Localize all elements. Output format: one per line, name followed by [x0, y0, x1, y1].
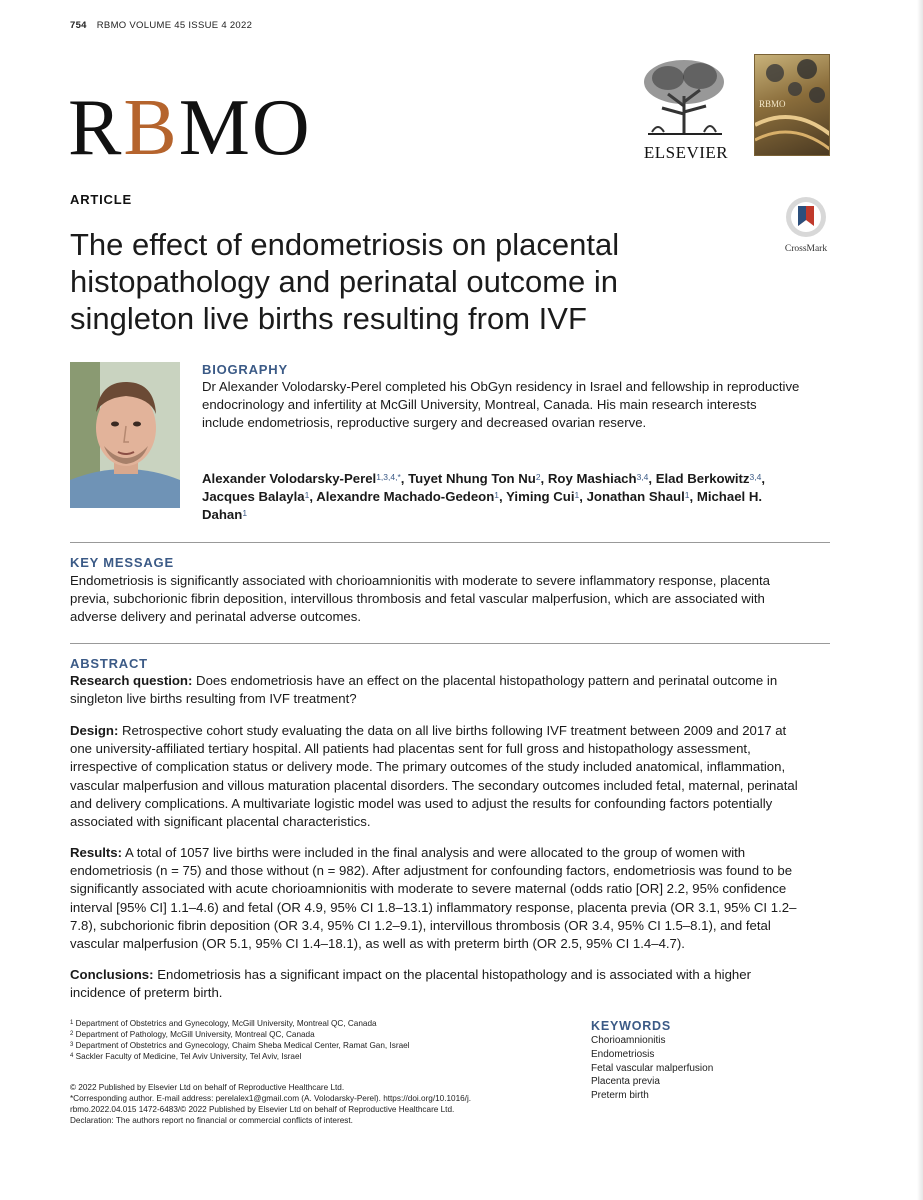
design-text: Retrospective cohort study evaluating the data on all live births following IVF treatment between 2009 and 2017 at one university-affiliated tertiary hospital. All patients had placentas sent for full gross and histopathology assessment, irrespective of complication status or delivery mode. The primary outcomes of the study included anatomical, inflammation, vascular malperfusion and villous maturation placental disorders. The secondary outcomes included fetal, maternal, perinatal and delivery complications. A multivariate logistic model was used to adjust the results for confounding factors potentially associated with significant placental characteristics. — [70, 723, 798, 830]
keywords-list — [591, 1034, 713, 1103]
keyword-item: Preterm birth — [591, 1090, 649, 1102]
affiliation-footnotes — [70, 1018, 550, 1062]
legal-notes — [70, 1082, 540, 1126]
research-question-text: Does endometriosis have an effect on the placental histopathology pattern and perinatal outcome in singleton live births resulting from IVF treatment? — [70, 673, 778, 707]
crossmark-icon — [785, 196, 827, 238]
abstract-research-question — [70, 672, 810, 708]
divider — [70, 643, 830, 644]
author-name: Roy Mashiach — [547, 471, 637, 486]
elsevier-logo — [638, 56, 734, 160]
copyright-line: © 2022 Published by Elsevier Ltd on behalf of Reproductive Healthcare Ltd. — [70, 1083, 345, 1092]
abstract-design — [70, 722, 810, 831]
keywords-heading: KEYWORDS — [591, 1019, 672, 1033]
conclusions-text: Endometriosis has a significant impact on the placental histopathology and is associated with a higher incidence of preterm birth. — [70, 967, 751, 1001]
author-affiliation-marker[interactable]: 1 — [304, 490, 310, 500]
author-name: Jonathan Shaul — [586, 489, 685, 504]
key-message-heading: KEY MESSAGE — [70, 555, 174, 570]
crossmark-label: CrossMark — [784, 244, 828, 254]
elsevier-tree-icon — [638, 56, 730, 136]
results-text: A total of 1057 live births were included in the final analysis and were allocated to the group of women with endometriosis (n = 75) and those without (n = 982). After adjustment for confounding factors, endometriosis was found to be significantly associated with acute chorioamnionitis with moderate to severe maternal (odds ratio [OR] 2.2, 95% confidence interval [95% CI] 1.1–4.6) and fetal (OR 4.9, 95% CI 1.8–13.1) inflammatory response, placenta previa (OR 3.1, 95% CI 1.2–7.8), subchorionic fibrin deposition (OR 3.4, 95% CI 1.2–9.1), intervillous thrombosis (OR 3.4, 95% CI 1.5–8.1), and fetal vascular malperfusion (OR 5.1, 95% CI 1.4–18.1), as well as with preterm birth (OR 2.5, 95% CI 1.4–4.7). — [70, 845, 797, 952]
author-name: Yiming Cui — [506, 489, 575, 504]
author-name: Michael H. Dahan — [202, 489, 763, 522]
footnote-text: Department of Obstetrics and Gynecology, McGill University, Montreal QC, Canada — [73, 1019, 377, 1028]
author-separator: , — [309, 489, 317, 504]
elsevier-wordmark: ELSEVIER — [643, 143, 729, 162]
author-separator: , — [540, 471, 548, 486]
footnote — [70, 1018, 550, 1029]
author-affiliation-marker[interactable]: 3,4 — [749, 472, 762, 482]
journal-logo — [68, 84, 312, 172]
author-affiliation-marker[interactable]: 2 — [535, 472, 541, 482]
running-head — [70, 20, 252, 31]
footnote-number: 2 — [70, 1031, 74, 1037]
article-title: The effect of endometriosis on placental histopathology and perinatal outcome in singleton live births resulting from IVF — [70, 227, 620, 336]
cover-title: RBMO — [759, 99, 786, 109]
footnote — [70, 1051, 550, 1062]
article-type-label: ARTICLE — [70, 192, 132, 207]
author-affiliation-marker[interactable]: 1 — [242, 508, 248, 518]
author-separator: , — [689, 489, 697, 504]
journal-cover-thumbnail — [754, 54, 830, 156]
abstract-heading: ABSTRACT — [70, 656, 148, 671]
author-affiliation-marker[interactable]: 1 — [684, 490, 690, 500]
author-affiliation-marker[interactable]: 1 — [574, 490, 580, 500]
biography-text: Dr Alexander Volodarsky-Perel completed his ObGyn residency in Israel and fellowship in reproductive endocrinology and infertility at McGill University, Montreal, Canada. His main research interests include endometriosis, reproductive surgery and decreased ovarian reserve. — [202, 379, 800, 430]
logo-mo: MO — [178, 84, 312, 172]
logo-b: B — [123, 84, 179, 172]
keyword-item: Fetal vascular malperfusion — [591, 1062, 714, 1074]
author-name: Alexandre Machado-Gedeon — [316, 489, 495, 504]
key-message-text: Endometriosis is significantly associated with chorioamnionitis with moderate to severe inflammatory response, placenta previa, subchorionic fibrin deposition, intervillous thrombosis and fetal vascular malperfusion, which are associated with adverse delivery and perinatal adverse outcomes. — [70, 573, 770, 625]
declaration-line: Declaration: The authors report no financial or commercial conflicts of interest. — [70, 1116, 353, 1125]
author-affiliation-marker[interactable]: 1,3,4,* — [376, 472, 401, 482]
author-name: Alexander Volodarsky-Perel — [202, 471, 377, 486]
footnote-number: 4 — [70, 1053, 74, 1059]
keyword-item: Endometriosis — [591, 1048, 655, 1060]
research-question-label: Research question: — [70, 673, 193, 688]
footnote — [70, 1040, 550, 1051]
abstract-results — [70, 844, 810, 953]
author-separator: , — [648, 471, 656, 486]
author-list — [202, 470, 802, 524]
design-label: Design: — [70, 723, 119, 738]
biography-heading: BIOGRAPHY — [202, 362, 288, 377]
footnote-text: Department of Pathology, McGill University, Montreal QC, Canada — [73, 1030, 315, 1039]
page-edge — [917, 0, 923, 1200]
author-separator: , — [579, 489, 587, 504]
author-name: Elad Berkowitz — [655, 471, 750, 486]
page-number: 754 — [70, 20, 87, 31]
divider — [70, 542, 830, 543]
author-separator: , — [400, 471, 409, 486]
logo-r: R — [68, 84, 124, 172]
author-name: Tuyet Nhung Ton Nu — [408, 471, 536, 486]
footnote-text: Department of Obstetrics and Gynecology, Chaim Sheba Medical Center, Ramat Gan, Israel — [73, 1041, 410, 1050]
author-photo — [70, 362, 180, 508]
journal-issue: RBMO VOLUME 45 ISSUE 4 2022 — [96, 20, 253, 31]
author-name: Jacques Balayla — [202, 489, 305, 504]
footnote-text: Sackler Faculty of Medicine, Tel Aviv University, Tel Aviv, Israel — [73, 1052, 302, 1061]
author-separator: , — [761, 471, 766, 486]
doi-line: rbmo.2022.04.015 1472-6483/© 2022 Published by Elsevier Ltd on behalf of Reproductive Healthcare Ltd. — [70, 1105, 455, 1114]
author-separator: , — [499, 489, 507, 504]
footnote-number: 3 — [70, 1042, 74, 1048]
abstract-conclusions — [70, 966, 810, 1002]
author-affiliation-marker[interactable]: 1 — [494, 490, 500, 500]
keyword-item: Placenta previa — [591, 1076, 660, 1088]
keyword-item: Chorioamnionitis — [591, 1035, 666, 1046]
conclusions-label: Conclusions: — [70, 967, 154, 982]
corresponding-author-line: *Corresponding author. E-mail address: perelalex1@gmail.com (A. Volodarsky-Perel). https://doi.org/10.1016/j. — [70, 1094, 472, 1103]
results-label: Results: — [70, 845, 123, 860]
footnote — [70, 1029, 550, 1040]
crossmark-badge[interactable] — [780, 196, 832, 254]
footnote-number: 1 — [70, 1020, 74, 1026]
author-affiliation-marker[interactable]: 3,4 — [636, 472, 649, 482]
